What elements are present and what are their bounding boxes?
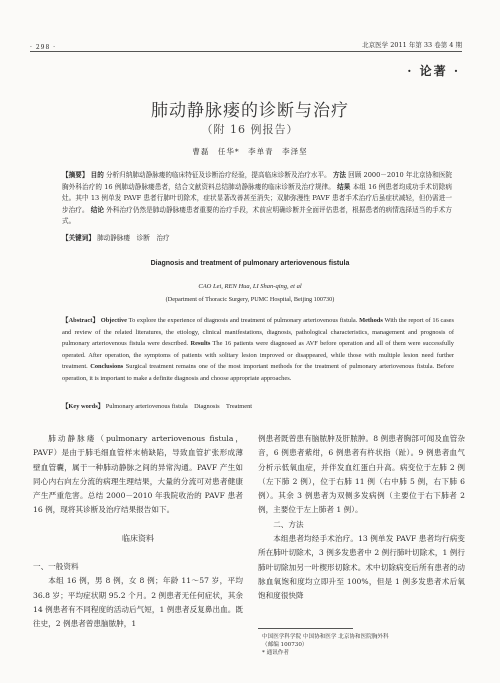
keywords-text: 肺动静脉瘘 诊断 治疗	[97, 234, 170, 242]
en-methods-text: With the report of 16 cases and review of the related literatures, the etiology, clinical manifestations, diagnosis, pathological characteristics, management and prognosis of pulmonary arteriovenous fistula were described.	[62, 317, 455, 347]
header-rule	[30, 51, 462, 52]
general-paragraph: 本组 16 例，男 8 例，女 8 例；年龄 11～57 岁，平均 36.8 岁；平均症状期 95.2 个月。2 例患者无任何症状，其余 14 例患者有不同程度的活动后气短，1 例患者反复鼻出血。既往史，2 例患者曾患脑脓肿，1	[33, 576, 243, 629]
continued-paragraph: 例患者既曾患有脑脓肿及肝脓肿。8 例患者胸部可闻及血管杂音，6 例患者紫绀，6 例患者有杵状指（趾）。9 例患者血气分析示低氧血症，并伴发血红蛋白升高。病变位于左肺 2 例（左下肺 2 例），位于右肺 11 例（右中肺 5 例，右下肺 6 例）。其余 3 例患者为双侧多发病例（主要位于右下肺者 2 例，主要位于左上肺者 1 例）。	[258, 434, 465, 515]
article-authors: 曹磊 任华* 李单青 李泽坚	[192, 147, 308, 156]
en-results-text: The 16 patients were diagnosed as AVF before operation and all of them were successfully operated. After operation, the symptoms of patients with solitary lesion improved or disappeared, while those with multiple lesion need further treatment.	[62, 340, 454, 370]
footnote	[262, 633, 472, 658]
journal-header: 北京医学 2011 年第 33 卷第 4 期	[362, 41, 462, 49]
en-keywords-text: Pulmonary arteriovenous fistula Diagnosis Treatment	[105, 403, 253, 410]
en-conclusions-label: Conclusions	[90, 363, 124, 370]
intro-paragraph: 肺动静脉瘘（pulmonary arteriovenous fistula，PAVF）是由于肺毛细血管样末梢缺陷，导致血管扩张形成薄壁血管囊，属于一种肺动静脉之间的异常沟通。PAVF 产生如同心内右向左分流的病理生理结果，大量的分流可对患者健康产生严重危害。总结 2000－2010 年我院收治的 PAVF 患者 16 例，现将其诊断及治疗结果报告如下。	[33, 434, 243, 515]
article-subtitle: （附 16 例报告）	[201, 123, 299, 136]
chinese-keywords	[62, 232, 170, 242]
chinese-abstract	[62, 170, 452, 228]
method-label: 方法	[332, 171, 347, 179]
aim-label: 目的	[90, 171, 104, 179]
method-text: 回顾 2000－2010 年北京协和医院胸外科治疗的 16 例肺动静脉瘘患者，结合文献资料总结肺动静脉瘘的临床诊断及治疗规律。	[62, 171, 453, 191]
subsection-methods: 二、方法	[273, 519, 304, 529]
en-abstract-label: 【Abstract】	[62, 317, 99, 324]
article-title: 肺动静脉瘘的诊断与治疗	[151, 101, 349, 121]
section-heading-clinical: 临床资料	[122, 533, 154, 543]
footnote-affiliation: 中国医学科学院 中国协和医学 北京协和医院胸外科	[262, 634, 389, 640]
footnote-rule	[258, 628, 353, 629]
body-right-column	[258, 432, 465, 604]
english-authors: CAO Lei, REN Hua, LI Shan-qing, et al	[198, 283, 302, 290]
en-conclusions-text: Surgical treatment remains one of the most important methods for the treatment of pulmonary arteriovenous fistula. Before operation, it is important to make a definite diagnosis and choose appropriate approaches.	[62, 363, 454, 382]
conclusion-label: 结论	[90, 205, 105, 214]
conclusion-text: 外科治疗仍然是肺动静脉瘘患者重要的治疗手段，术前应明确诊断并全面评估患者，根据患者的病情选择适当的手术方式。	[62, 205, 452, 226]
subsection-general: 一、一般资料	[33, 562, 79, 572]
body-left-column	[33, 432, 243, 632]
result-label: 结果	[337, 182, 351, 191]
methods-paragraph: 本组患者均经手术治疗。13 例单发 PAVF 患者均行病变所在肺叶切除术，3 例多发患者中 2 例行肺叶切除术，1 例行肺叶切除加另一叶楔形切除术。术中切除病变后所有患者的动脉血氧饱和度均立即升至 100%，但是 1 例多发患者术后氧饱和度很快降	[258, 534, 465, 601]
abstract-label: 【摘要】	[62, 171, 89, 179]
column-tag: · 论著 ·	[407, 64, 460, 78]
en-results-label: Results	[190, 340, 211, 347]
footnote-correspondence: * 通讯作者	[262, 650, 289, 657]
result-text: 本组 16 例患者均成功手术切除病灶。其中 13 例单发 PAVF 患者行肺叶切除术，症状显著改善甚至消失；双肺弥漫性 PAVF 患者手术治疗后虽症状减轻，但仍需进一步治疗。	[62, 182, 452, 214]
en-objective-label: Objective	[100, 317, 128, 324]
aim-text: 分析归纳肺动静脉瘘的临床特征及诊断治疗经验，提高临床诊断及治疗水平。	[105, 171, 331, 179]
en-keywords-label: 【Key words】	[62, 403, 105, 410]
english-abstract	[62, 315, 454, 384]
english-affiliation: (Department of Thoracic Surgery, PUMC Hospital, Beijing 100730)	[165, 296, 335, 303]
footnote-postal: （邮编 100730）	[262, 642, 308, 649]
en-methods-label: Methods	[359, 317, 383, 324]
keywords-label: 【关键词】	[62, 234, 95, 242]
en-objective-text: To explore the experience of diagnosis and treatment of pulmonary arteriovenous fistula.	[128, 317, 358, 324]
page-number: · 298 ·	[30, 44, 57, 51]
english-title: Diagnosis and treatment of pulmonary arteriovenous fistula	[150, 260, 350, 267]
english-keywords	[62, 401, 252, 410]
